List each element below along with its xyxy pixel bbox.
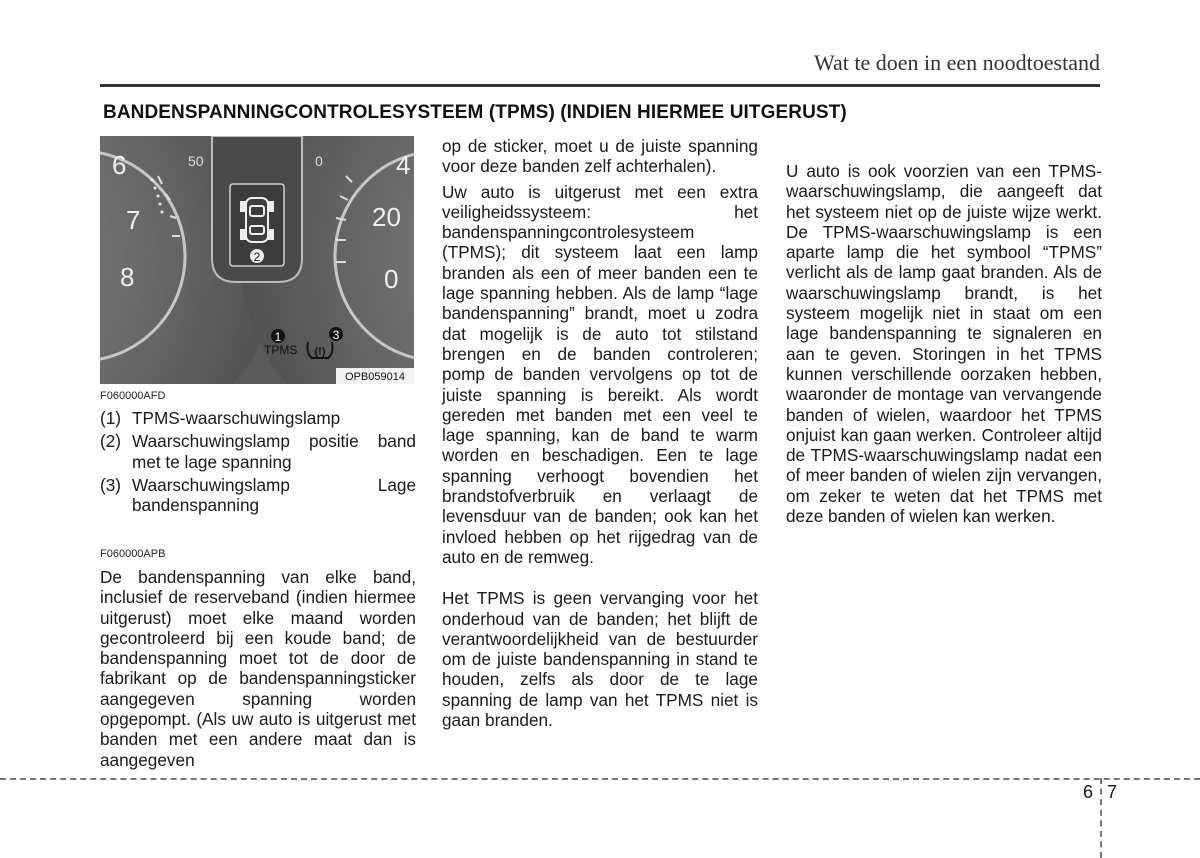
column2-paragraph-2: Uw auto is uitgerust met een extra veiligheidssysteem: het bandenspanningcontrolesysteem (TPMS); dit systeem laat een lamp branden als een of meer banden een te lage spanning hebben. Als de lamp “lage bandenspanning” brandt, moet u zodra dat mogelijk is de auto tot stilstand brengen en de banden controleren; pomp de banden vervolgens op tot de juiste spanning is bereikt. Als wordt gereden met banden met een veel te lage spanning, kan de band te warm worden en beschadigen. Een te lage spanning verhoogt bovendien het brandstofverbruik en verlaagt de levensduur van de banden; ook kan het invloed hebben op het rijgedrag van de auto en de remweg. [442, 181, 758, 567]
column3-paragraph-1: U auto is ook voorzien van een TPMS-waarschuwingslamp, die aangeeft dat het systeem niet op de juiste wijze werkt. De TPMS-waarschuwingslamp is een aparte lamp die het symbool “TPMS” verlicht als de lamp gaat branden. Als de waarschuwingslamp brandt, is het systeem mogelijk niet in staat om een lage bandenspanning te signaleren en aan te geven. Storingen in het TPMS kunnen verschillende oorzaken hebben, waaronder de montage van vervangende banden of wielen, waardoor het TPMS onjuist kan gaan werken. Controleer altijd de TPMS-waarschuwingslamp nadat een of meer banden of wielen zijn vervangen, om zeker te weten dat het TPMS met deze banden of wielen kan werken. [786, 161, 1102, 527]
figure-caption-code: F060000AFD [100, 390, 166, 402]
page-number [1076, 782, 1124, 803]
header-rule [100, 84, 1100, 87]
warning-exclamation-icon: (!) [314, 346, 326, 358]
list-item [100, 475, 416, 516]
list-item [100, 408, 416, 428]
page-header-title: Wat te doen in een noodtoestand [814, 50, 1100, 75]
list-item-text: TPMS-waarschuwingslamp [132, 408, 341, 428]
tach-number-7: 7 [126, 205, 141, 235]
image-code: OPB059014 [345, 371, 405, 383]
section-number: 6 [1082, 782, 1093, 802]
section-code: F060000APB [100, 548, 166, 560]
column2-paragraph-1: op de sticker, moet u de juiste spanning voor deze banden zelf achterhalen). [442, 136, 758, 177]
speed-number-20: 20 [372, 202, 401, 232]
instrument-cluster-illustration [100, 136, 414, 384]
callout-3: 3 [332, 328, 340, 342]
legend-list [100, 408, 416, 518]
column-2 [442, 136, 758, 730]
column1-paragraph: De bandenspanning van elke band, inclusief de reserveband (indien hiermee uitgerust) moet elke maand worden gecontroleerd bij een koude band; de bandenspanning moet tot de door de fabrikant op de bandenspanningsticker aangegeven spanning worden opgepompt. (Als uw auto is uitgerust met banden met een andere maat dan is aangegeven [100, 567, 416, 770]
list-item-text: Waarschuwingslamp Lage bandenspanning [132, 474, 416, 516]
gauge-small-50: 50 [188, 153, 204, 169]
section-title: BANDENSPANNINGCONTROLESYSTEEM (TPMS) (INDIEN HIERMEE UITGERUST) [103, 102, 847, 123]
tach-number-6: 6 [112, 150, 127, 180]
list-item-number: (3) [100, 474, 122, 495]
list-item [100, 431, 416, 472]
page-number-value: 7 [1106, 782, 1117, 802]
speed-number-0: 0 [384, 264, 399, 294]
tach-number-8: 8 [120, 262, 135, 292]
list-item-number: (1) [100, 408, 122, 428]
instrument-cluster-figure [100, 136, 414, 384]
list-item-number: (2) [100, 431, 122, 452]
column-3 [786, 161, 1102, 526]
gauge-small-0: 0 [315, 153, 323, 169]
tpms-indicator-label: TPMS [264, 343, 298, 357]
callout-1: 1 [274, 330, 282, 344]
footer-dashed-rule [0, 778, 1200, 780]
callout-2: 2 [253, 250, 261, 264]
list-item-text: Waarschuwingslamp positie band met te lage spanning [132, 431, 416, 472]
speed-number-4: 4 [396, 150, 411, 180]
column2-paragraph-3: Het TPMS is geen vervanging voor het onderhoud van de banden; het blijft de verantwoordelijkheid van de bestuurder om de juiste bandenspanning in stand te houden, zelfs als door de te lage spanning de lamp van het TPMS niet is gaan branden. [442, 588, 758, 731]
